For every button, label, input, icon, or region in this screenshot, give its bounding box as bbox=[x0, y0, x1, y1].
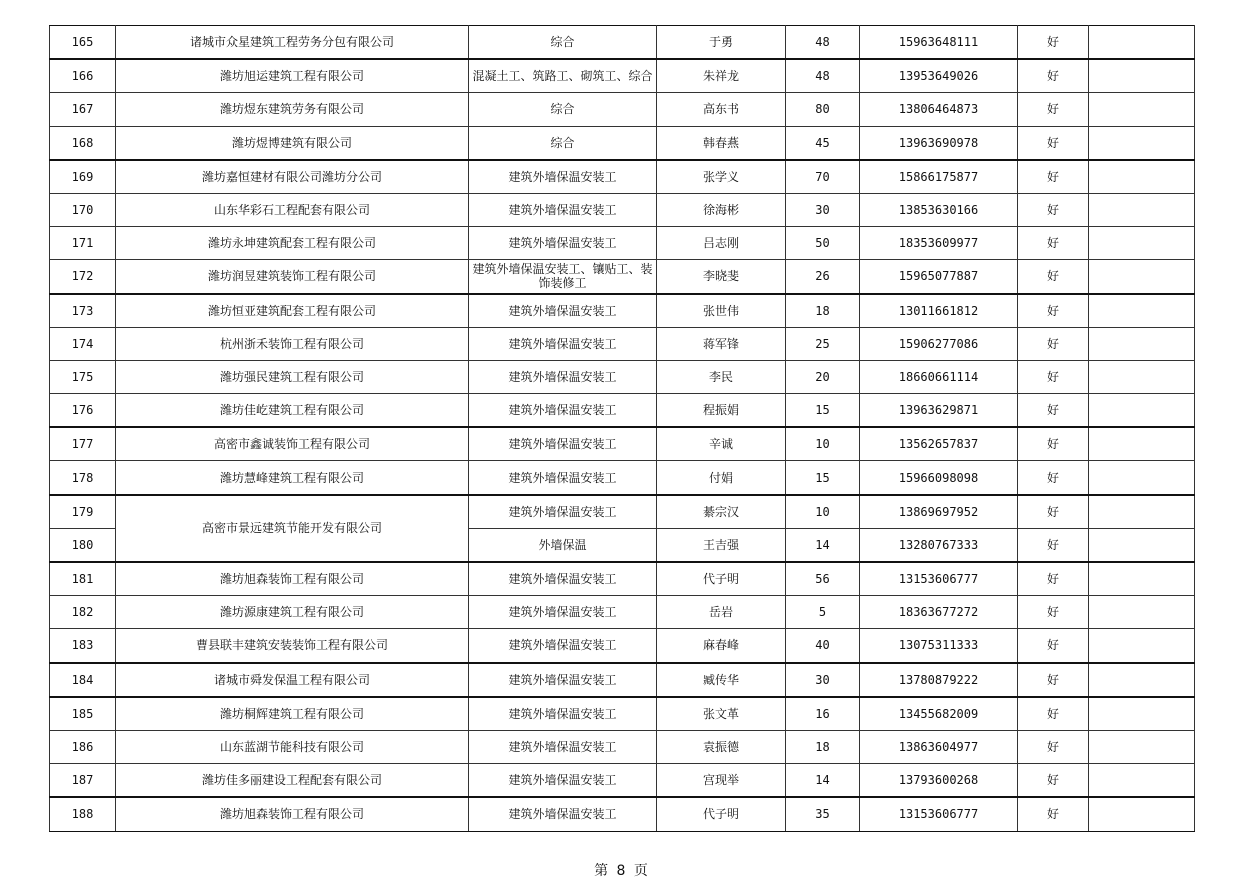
note-cell bbox=[1089, 427, 1195, 461]
rating-cell: 好 bbox=[1018, 360, 1089, 393]
note-cell bbox=[1089, 461, 1195, 495]
rating-cell: 好 bbox=[1018, 294, 1089, 328]
row-number-cell: 187 bbox=[50, 764, 116, 798]
row-number-cell: 168 bbox=[50, 126, 116, 160]
work-type-cell: 建筑外墙保温安装工 bbox=[469, 629, 657, 663]
headcount-cell: 48 bbox=[786, 26, 860, 60]
contact-cell: 代子明 bbox=[657, 562, 786, 596]
work-type-cell: 建筑外墙保温安装工 bbox=[469, 596, 657, 629]
note-cell bbox=[1089, 663, 1195, 697]
headcount-cell: 15 bbox=[786, 394, 860, 428]
contact-cell: 辛诚 bbox=[657, 427, 786, 461]
note-cell bbox=[1089, 730, 1195, 763]
company-cell: 潍坊桐辉建筑工程有限公司 bbox=[116, 697, 469, 731]
phone-cell: 13963629871 bbox=[860, 394, 1018, 428]
company-cell: 曹县联丰建筑安装装饰工程有限公司 bbox=[116, 629, 469, 663]
note-cell bbox=[1089, 227, 1195, 260]
work-type-cell: 建筑外墙保温安装工 bbox=[469, 730, 657, 763]
row-number-cell: 184 bbox=[50, 663, 116, 697]
company-cell: 潍坊佳多丽建设工程配套有限公司 bbox=[116, 764, 469, 798]
company-cell: 潍坊煜东建筑劳务有限公司 bbox=[116, 93, 469, 126]
note-cell bbox=[1089, 394, 1195, 428]
headcount-cell: 5 bbox=[786, 596, 860, 629]
work-type-cell: 综合 bbox=[469, 126, 657, 160]
rating-cell: 好 bbox=[1018, 797, 1089, 831]
headcount-cell: 15 bbox=[786, 461, 860, 495]
contact-cell: 岳岩 bbox=[657, 596, 786, 629]
rating-cell: 好 bbox=[1018, 461, 1089, 495]
company-cell: 潍坊慧峰建筑工程有限公司 bbox=[116, 461, 469, 495]
company-cell: 潍坊润昱建筑装饰工程有限公司 bbox=[116, 260, 469, 294]
rating-cell: 好 bbox=[1018, 26, 1089, 60]
rating-cell: 好 bbox=[1018, 394, 1089, 428]
rating-cell: 好 bbox=[1018, 59, 1089, 93]
note-cell bbox=[1089, 697, 1195, 731]
row-number-cell: 165 bbox=[50, 26, 116, 60]
headcount-cell: 26 bbox=[786, 260, 860, 294]
work-type-cell: 建筑外墙保温安装工 bbox=[469, 495, 657, 529]
company-cell: 潍坊永坤建筑配套工程有限公司 bbox=[116, 227, 469, 260]
row-number-cell: 166 bbox=[50, 59, 116, 93]
contact-cell: 张学义 bbox=[657, 160, 786, 194]
table-row bbox=[50, 596, 1195, 629]
table-row bbox=[50, 730, 1195, 763]
phone-cell: 18363677272 bbox=[860, 596, 1018, 629]
table-row bbox=[50, 327, 1195, 360]
row-number-cell: 183 bbox=[50, 629, 116, 663]
phone-cell: 13280767333 bbox=[860, 528, 1018, 562]
row-number-cell: 172 bbox=[50, 260, 116, 294]
contact-cell: 綦宗汉 bbox=[657, 495, 786, 529]
work-type-cell: 建筑外墙保温安装工 bbox=[469, 764, 657, 798]
table-row bbox=[50, 797, 1195, 831]
note-cell bbox=[1089, 495, 1195, 529]
contact-cell: 代子明 bbox=[657, 797, 786, 831]
company-cell: 潍坊旭森装饰工程有限公司 bbox=[116, 797, 469, 831]
note-cell bbox=[1089, 294, 1195, 328]
row-number-cell: 173 bbox=[50, 294, 116, 328]
headcount-cell: 20 bbox=[786, 360, 860, 393]
phone-cell: 13562657837 bbox=[860, 427, 1018, 461]
contact-cell: 李民 bbox=[657, 360, 786, 393]
work-type-cell: 建筑外墙保温安装工 bbox=[469, 227, 657, 260]
note-cell bbox=[1089, 528, 1195, 562]
note-cell bbox=[1089, 629, 1195, 663]
contractor-table bbox=[49, 25, 1195, 832]
headcount-cell: 70 bbox=[786, 160, 860, 194]
contact-cell: 程振娟 bbox=[657, 394, 786, 428]
phone-cell: 13455682009 bbox=[860, 697, 1018, 731]
rating-cell: 好 bbox=[1018, 596, 1089, 629]
table-row bbox=[50, 126, 1195, 160]
phone-cell: 13780879222 bbox=[860, 663, 1018, 697]
table-row bbox=[50, 93, 1195, 126]
table-row bbox=[50, 495, 1195, 529]
note-cell bbox=[1089, 193, 1195, 226]
rating-cell: 好 bbox=[1018, 160, 1089, 194]
phone-cell: 13806464873 bbox=[860, 93, 1018, 126]
table-row bbox=[50, 260, 1195, 294]
company-cell: 山东蓝湖节能科技有限公司 bbox=[116, 730, 469, 763]
headcount-cell: 14 bbox=[786, 528, 860, 562]
contact-cell: 张世伟 bbox=[657, 294, 786, 328]
rating-cell: 好 bbox=[1018, 93, 1089, 126]
contact-cell: 张文革 bbox=[657, 697, 786, 731]
note-cell bbox=[1089, 126, 1195, 160]
phone-cell: 13153606777 bbox=[860, 562, 1018, 596]
table-row bbox=[50, 26, 1195, 60]
table-row bbox=[50, 59, 1195, 93]
note-cell bbox=[1089, 327, 1195, 360]
row-number-cell: 170 bbox=[50, 193, 116, 226]
note-cell bbox=[1089, 360, 1195, 393]
table-body bbox=[50, 26, 1195, 832]
phone-cell: 15963648111 bbox=[860, 26, 1018, 60]
rating-cell: 好 bbox=[1018, 562, 1089, 596]
rating-cell: 好 bbox=[1018, 327, 1089, 360]
table-row bbox=[50, 193, 1195, 226]
phone-cell: 13153606777 bbox=[860, 797, 1018, 831]
headcount-cell: 18 bbox=[786, 730, 860, 763]
rating-cell: 好 bbox=[1018, 227, 1089, 260]
contact-cell: 李晓斐 bbox=[657, 260, 786, 294]
work-type-cell: 建筑外墙保温安装工 bbox=[469, 327, 657, 360]
work-type-cell: 建筑外墙保温安装工 bbox=[469, 461, 657, 495]
work-type-cell: 混凝土工、筑路工、砌筑工、综合 bbox=[469, 59, 657, 93]
work-type-cell: 建筑外墙保温安装工 bbox=[469, 797, 657, 831]
company-cell: 诸城市众星建筑工程劳务分包有限公司 bbox=[116, 26, 469, 60]
headcount-cell: 45 bbox=[786, 126, 860, 160]
row-number-cell: 175 bbox=[50, 360, 116, 393]
row-number-cell: 177 bbox=[50, 427, 116, 461]
work-type-cell: 建筑外墙保温安装工 bbox=[469, 193, 657, 226]
phone-cell: 13853630166 bbox=[860, 193, 1018, 226]
headcount-cell: 80 bbox=[786, 93, 860, 126]
phone-cell: 15866175877 bbox=[860, 160, 1018, 194]
note-cell bbox=[1089, 596, 1195, 629]
contact-cell: 袁振德 bbox=[657, 730, 786, 763]
note-cell bbox=[1089, 797, 1195, 831]
headcount-cell: 30 bbox=[786, 193, 860, 226]
note-cell bbox=[1089, 59, 1195, 93]
work-type-cell: 建筑外墙保温安装工 bbox=[469, 360, 657, 393]
row-number-cell: 176 bbox=[50, 394, 116, 428]
company-cell: 潍坊恒亚建筑配套工程有限公司 bbox=[116, 294, 469, 328]
rating-cell: 好 bbox=[1018, 427, 1089, 461]
company-cell: 潍坊旭运建筑工程有限公司 bbox=[116, 59, 469, 93]
row-number-cell: 178 bbox=[50, 461, 116, 495]
phone-cell: 13963690978 bbox=[860, 126, 1018, 160]
rating-cell: 好 bbox=[1018, 193, 1089, 226]
headcount-cell: 35 bbox=[786, 797, 860, 831]
page-number: 第 8 页 bbox=[594, 863, 650, 879]
company-cell: 潍坊煜博建筑有限公司 bbox=[116, 126, 469, 160]
work-type-cell: 建筑外墙保温安装工、镶贴工、装饰装修工 bbox=[469, 260, 657, 294]
work-type-cell: 建筑外墙保温安装工 bbox=[469, 427, 657, 461]
contact-cell: 吕志刚 bbox=[657, 227, 786, 260]
rating-cell: 好 bbox=[1018, 730, 1089, 763]
row-number-cell: 180 bbox=[50, 528, 116, 562]
note-cell bbox=[1089, 160, 1195, 194]
headcount-cell: 25 bbox=[786, 327, 860, 360]
work-type-cell: 综合 bbox=[469, 93, 657, 126]
row-number-cell: 167 bbox=[50, 93, 116, 126]
company-cell: 潍坊强民建筑工程有限公司 bbox=[116, 360, 469, 393]
contact-cell: 付娟 bbox=[657, 461, 786, 495]
rating-cell: 好 bbox=[1018, 260, 1089, 294]
phone-cell: 15966098098 bbox=[860, 461, 1018, 495]
company-cell: 潍坊嘉恒建材有限公司潍坊分公司 bbox=[116, 160, 469, 194]
row-number-cell: 171 bbox=[50, 227, 116, 260]
phone-cell: 13793600268 bbox=[860, 764, 1018, 798]
company-cell: 山东华彩石工程配套有限公司 bbox=[116, 193, 469, 226]
company-cell: 诸城市舜发保温工程有限公司 bbox=[116, 663, 469, 697]
rating-cell: 好 bbox=[1018, 528, 1089, 562]
table-row bbox=[50, 461, 1195, 495]
note-cell bbox=[1089, 562, 1195, 596]
company-cell: 高密市鑫诚装饰工程有限公司 bbox=[116, 427, 469, 461]
phone-cell: 18660661114 bbox=[860, 360, 1018, 393]
company-cell: 高密市景远建筑节能开发有限公司 bbox=[116, 495, 469, 562]
company-cell: 潍坊佳屹建筑工程有限公司 bbox=[116, 394, 469, 428]
row-number-cell: 181 bbox=[50, 562, 116, 596]
work-type-cell: 建筑外墙保温安装工 bbox=[469, 663, 657, 697]
contact-cell: 蒋军锋 bbox=[657, 327, 786, 360]
phone-cell: 15906277086 bbox=[860, 327, 1018, 360]
company-cell: 杭州浙禾装饰工程有限公司 bbox=[116, 327, 469, 360]
row-number-cell: 179 bbox=[50, 495, 116, 529]
headcount-cell: 56 bbox=[786, 562, 860, 596]
headcount-cell: 10 bbox=[786, 427, 860, 461]
row-number-cell: 185 bbox=[50, 697, 116, 731]
table-row bbox=[50, 629, 1195, 663]
contact-cell: 徐海彬 bbox=[657, 193, 786, 226]
work-type-cell: 建筑外墙保温安装工 bbox=[469, 160, 657, 194]
contact-cell: 朱祥龙 bbox=[657, 59, 786, 93]
row-number-cell: 182 bbox=[50, 596, 116, 629]
company-cell: 潍坊源康建筑工程有限公司 bbox=[116, 596, 469, 629]
table-row bbox=[50, 427, 1195, 461]
work-type-cell: 建筑外墙保温安装工 bbox=[469, 562, 657, 596]
table-row bbox=[50, 227, 1195, 260]
rating-cell: 好 bbox=[1018, 629, 1089, 663]
headcount-cell: 48 bbox=[786, 59, 860, 93]
rating-cell: 好 bbox=[1018, 764, 1089, 798]
phone-cell: 13075311333 bbox=[860, 629, 1018, 663]
headcount-cell: 18 bbox=[786, 294, 860, 328]
contact-cell: 王吉强 bbox=[657, 528, 786, 562]
work-type-cell: 建筑外墙保温安装工 bbox=[469, 394, 657, 428]
note-cell bbox=[1089, 93, 1195, 126]
table-row bbox=[50, 294, 1195, 328]
work-type-cell: 建筑外墙保温安装工 bbox=[469, 697, 657, 731]
phone-cell: 13953649026 bbox=[860, 59, 1018, 93]
contact-cell: 于勇 bbox=[657, 26, 786, 60]
table-row bbox=[50, 160, 1195, 194]
company-cell: 潍坊旭森装饰工程有限公司 bbox=[116, 562, 469, 596]
work-type-cell: 综合 bbox=[469, 26, 657, 60]
headcount-cell: 50 bbox=[786, 227, 860, 260]
row-number-cell: 188 bbox=[50, 797, 116, 831]
phone-cell: 18353609977 bbox=[860, 227, 1018, 260]
headcount-cell: 30 bbox=[786, 663, 860, 697]
contact-cell: 麻春峰 bbox=[657, 629, 786, 663]
table-row bbox=[50, 764, 1195, 798]
phone-cell: 13011661812 bbox=[860, 294, 1018, 328]
row-number-cell: 174 bbox=[50, 327, 116, 360]
table-row bbox=[50, 697, 1195, 731]
contact-cell: 韩春燕 bbox=[657, 126, 786, 160]
work-type-cell: 外墙保温 bbox=[469, 528, 657, 562]
row-number-cell: 169 bbox=[50, 160, 116, 194]
table-row bbox=[50, 663, 1195, 697]
table-row bbox=[50, 394, 1195, 428]
table-row bbox=[50, 562, 1195, 596]
rating-cell: 好 bbox=[1018, 126, 1089, 160]
contact-cell: 宫现举 bbox=[657, 764, 786, 798]
note-cell bbox=[1089, 260, 1195, 294]
rating-cell: 好 bbox=[1018, 697, 1089, 731]
headcount-cell: 10 bbox=[786, 495, 860, 529]
note-cell bbox=[1089, 26, 1195, 60]
headcount-cell: 40 bbox=[786, 629, 860, 663]
phone-cell: 13869697952 bbox=[860, 495, 1018, 529]
note-cell bbox=[1089, 764, 1195, 798]
phone-cell: 15965077887 bbox=[860, 260, 1018, 294]
rating-cell: 好 bbox=[1018, 495, 1089, 529]
contact-cell: 臧传华 bbox=[657, 663, 786, 697]
headcount-cell: 16 bbox=[786, 697, 860, 731]
contact-cell: 高东书 bbox=[657, 93, 786, 126]
headcount-cell: 14 bbox=[786, 764, 860, 798]
work-type-cell: 建筑外墙保温安装工 bbox=[469, 294, 657, 328]
table-row bbox=[50, 360, 1195, 393]
phone-cell: 13863604977 bbox=[860, 730, 1018, 763]
rating-cell: 好 bbox=[1018, 663, 1089, 697]
row-number-cell: 186 bbox=[50, 730, 116, 763]
